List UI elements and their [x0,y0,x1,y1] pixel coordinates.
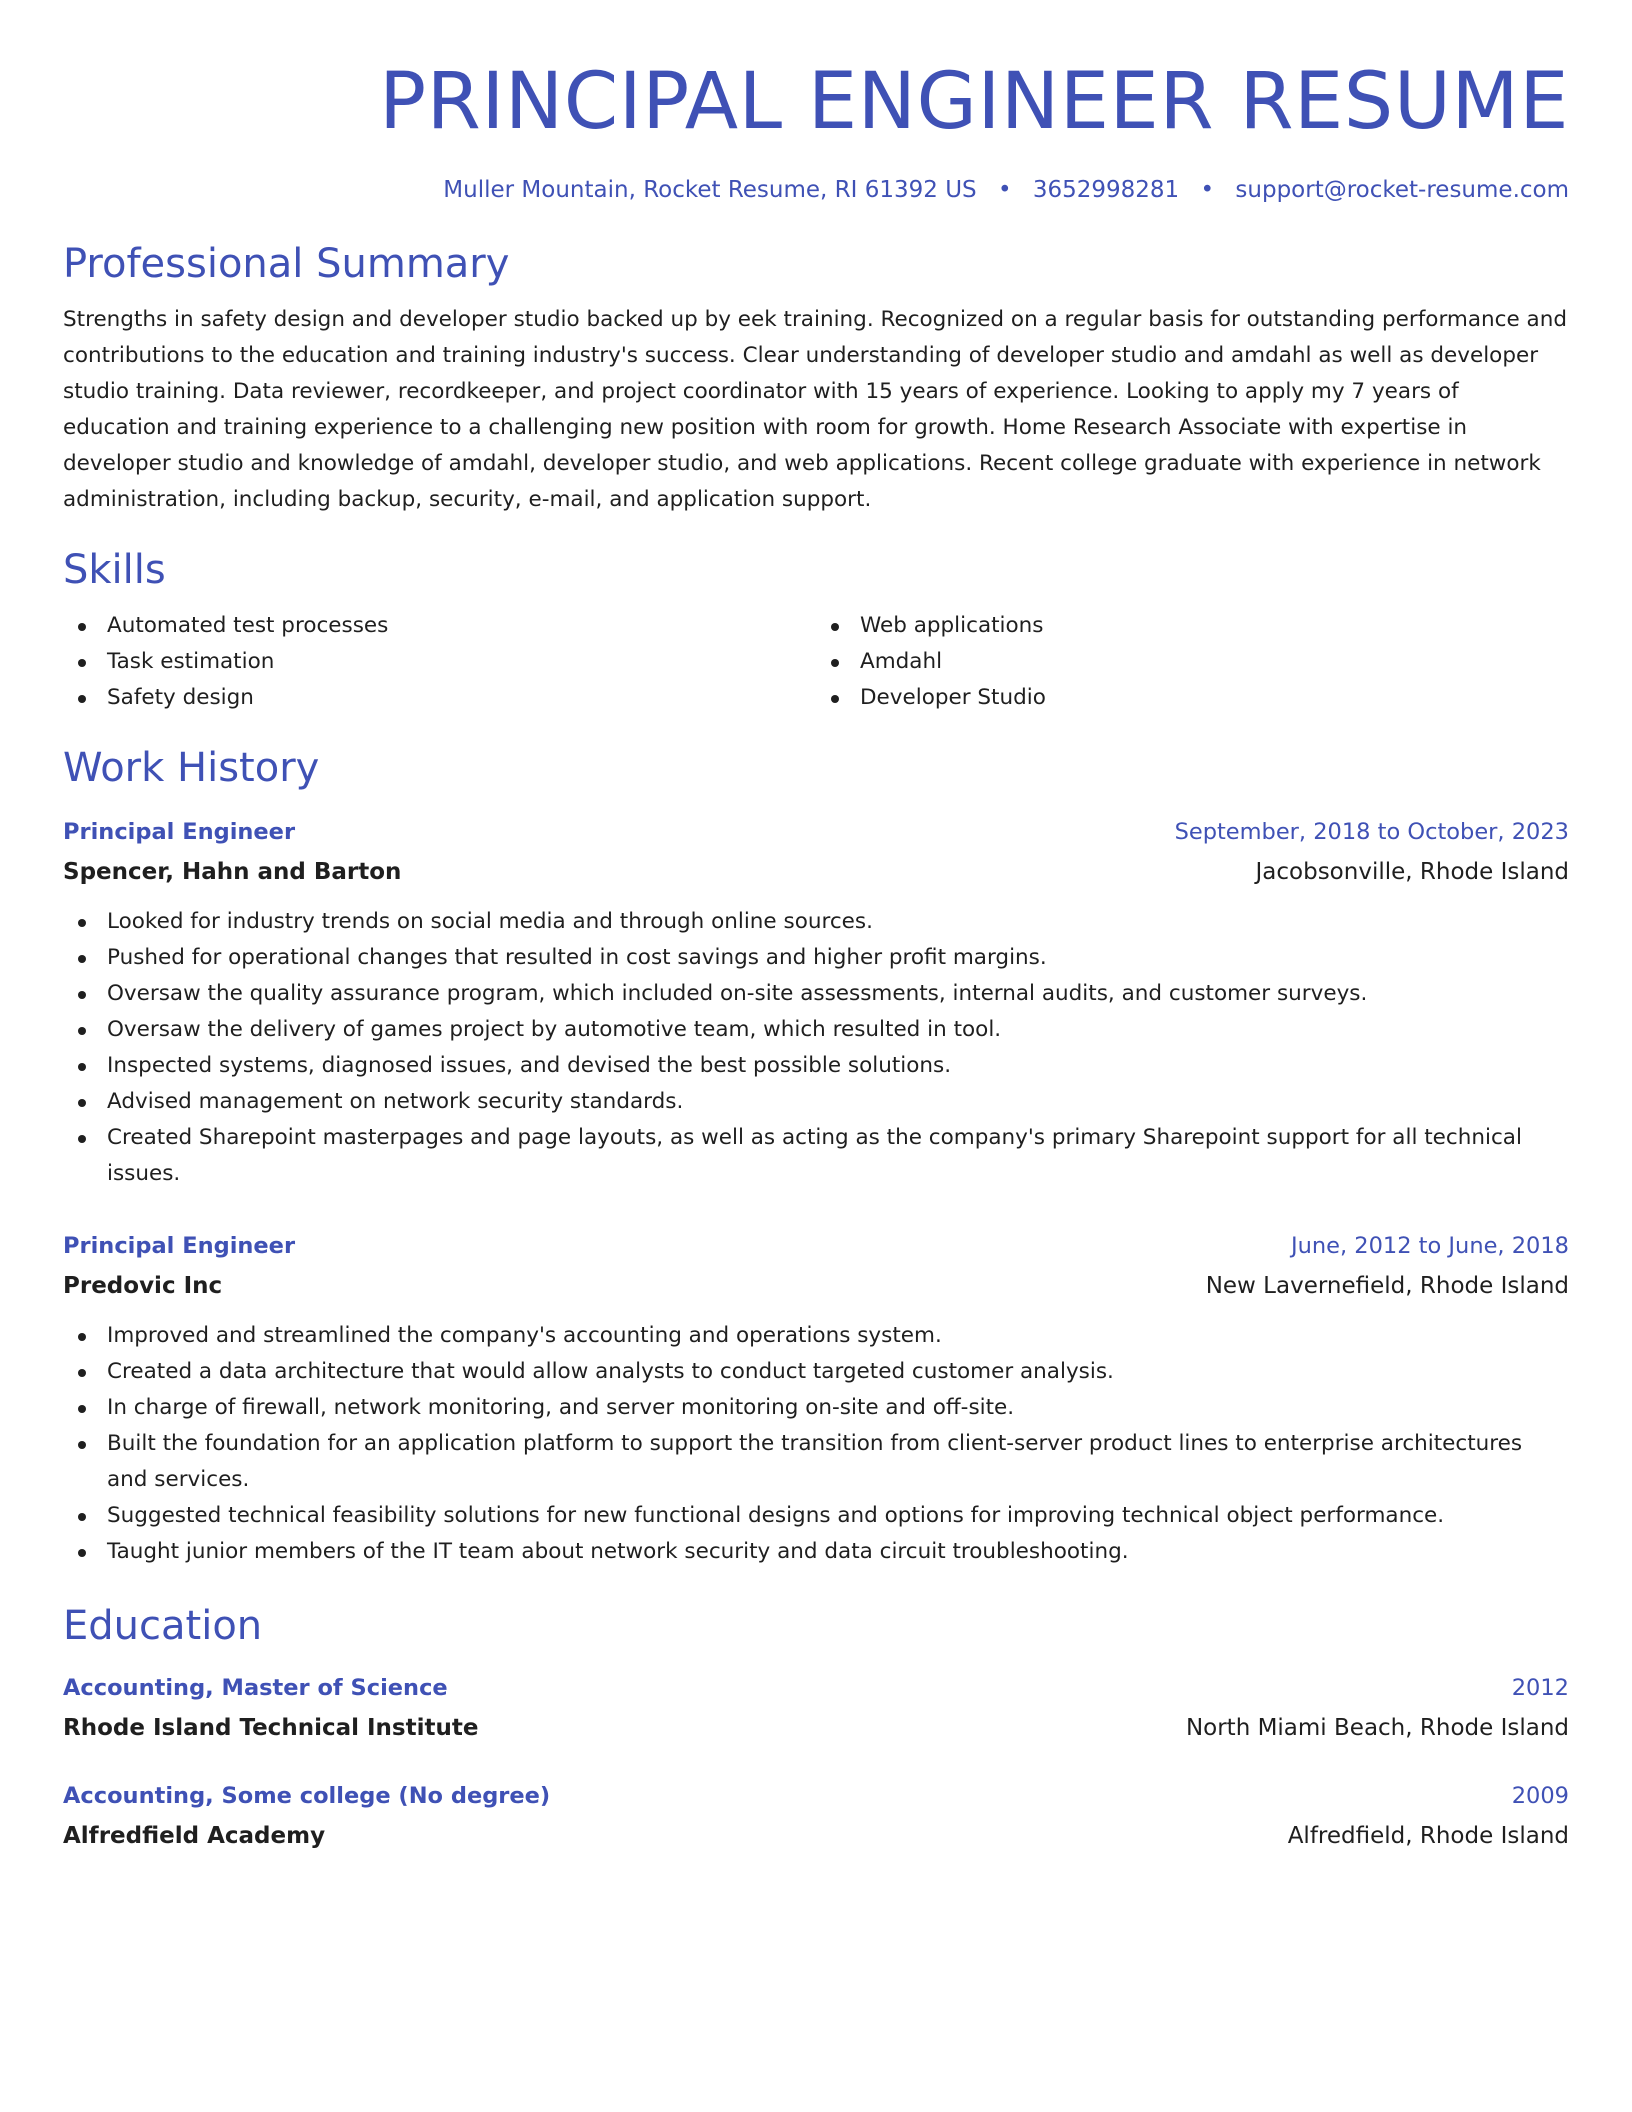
skills-column-left [63,608,816,716]
job-bullet-text: Created a data architecture that would allow analysts to conduct targeted customer analysis. [107,1359,1114,1384]
bullet-icon [78,1513,86,1521]
summary-section [63,240,1569,518]
education-entry [63,1776,1569,1856]
job-company: Spencer, Hahn and Barton [63,859,402,885]
education-section [63,1602,1569,1856]
education-location: Alfredfield, Rhode Island [1287,1823,1569,1849]
job-bullet [63,1426,1569,1498]
contact-address: Muller Mountain, Rocket Resume, RI 61392 US [443,177,977,203]
bullet-icon [78,1333,86,1341]
job-dates: September, 2018 to October, 2023 [1174,819,1569,845]
bullet-icon [78,1099,86,1107]
bullet-icon [78,659,86,667]
bullet-icon [78,1549,86,1557]
bullet-icon [78,1063,86,1071]
job-bullet-text: Looked for industry trends on social media and through online sources. [107,909,873,934]
education-heading: Education [63,1603,263,1649]
job-bullet-text: Advised management on network security standards. [107,1089,684,1114]
bullet-icon [831,659,839,667]
job-dates: June, 2012 to June, 2018 [1290,1233,1569,1259]
job-bullet-text: Oversaw the quality assurance program, which included on-site assessments, internal audits, and customer surveys. [107,981,1368,1006]
job-entry [63,1226,1569,1570]
job-bullet-text: Oversaw the delivery of games project by automotive team, which resulted in tool. [107,1017,1002,1042]
job-entry [63,812,1569,1192]
contact-line [63,176,1569,204]
skill-item [63,608,816,644]
bullet-icon [78,1369,86,1377]
education-year: 2009 [1511,1783,1569,1809]
skill-label: Automated test processes [107,613,389,638]
skills-section [63,546,1569,716]
job-bullet-text: Improved and streamlined the company's accounting and operations system. [107,1323,942,1348]
job-company-row [63,852,1569,892]
skill-label: Web applications [860,613,1044,638]
job-company-row [63,1266,1569,1306]
bullet-icon [78,919,86,927]
skills-heading: Skills [63,547,166,593]
skill-item [816,644,1569,680]
education-school-row [63,1708,1569,1748]
skill-item [816,680,1569,716]
job-bullet [63,1318,1569,1354]
job-location: Jacobsonville, Rhode Island [1255,859,1569,885]
job-title: Principal Engineer [63,1233,296,1259]
bullet-icon [78,695,86,703]
resume-header [63,52,1569,204]
bullet-icon [78,1135,86,1143]
bullet-icon [78,1405,86,1413]
job-bullet [63,1390,1569,1426]
job-title: Principal Engineer [63,819,296,845]
job-bullet [63,1498,1569,1534]
job-bullet [63,1354,1569,1390]
job-bullet [63,1012,1569,1048]
contact-phone: 3652998281 [1032,177,1180,203]
bullet-icon [78,623,86,631]
job-bullet [63,1084,1569,1120]
skill-label: Task estimation [107,649,275,674]
skill-label: Amdahl [860,649,943,674]
contact-email: support@rocket-resume.com [1235,177,1569,203]
job-bullet [63,1048,1569,1084]
job-bullet-text: Built the foundation for an application platform to support the transition from client-server product lines to enterprise architectures and services. [107,1431,1523,1492]
job-header-row [63,812,1569,852]
job-bullet-text: Pushed for operational changes that resulted in cost savings and higher profit margins. [107,945,1047,970]
bullet-icon [78,955,86,963]
education-degree: Accounting, Master of Science [63,1675,448,1701]
job-bullets [63,904,1569,1192]
contact-separator: • [1200,177,1215,203]
education-degree: Accounting, Some college (No degree) [63,1783,551,1809]
bullet-icon [831,623,839,631]
work-history-section [63,744,1569,1570]
skill-item [816,608,1569,644]
skill-item [63,644,816,680]
skill-item [63,680,816,716]
bullet-icon [831,695,839,703]
bullet-icon [78,1027,86,1035]
work-history-heading: Work History [63,745,320,791]
skills-column-right [816,608,1569,716]
job-bullet [63,1120,1569,1192]
job-bullet [63,976,1569,1012]
education-year: 2012 [1511,1675,1569,1701]
education-school: Rhode Island Technical Institute [63,1715,479,1741]
job-bullet-text: Taught junior members of the IT team about network security and data circuit troubleshooting. [107,1539,1129,1564]
bullet-icon [78,1441,86,1449]
skills-grid [63,608,1569,716]
job-bullet-text: Inspected systems, diagnosed issues, and devised the best possible solutions. [107,1053,952,1078]
education-school-row [63,1816,1569,1856]
job-bullet-text: Created Sharepoint masterpages and page layouts, as well as acting as the company's primary Sharepoint support for all technical issues. [107,1125,1522,1186]
education-header-row [63,1776,1569,1816]
job-bullets [63,1318,1569,1570]
summary-text: Strengths in safety design and developer studio backed up by eek training. Recognized on a regular basis for outstanding performance and contributions to the education and training industry's success. Clear understanding of developer studio and amdahl as well as developer studio training. Data reviewer, recordkeeper, and project coordinator with 15 years of experience. Looking to apply my 7 years of education and training experience to a challenging new position with room for growth. Home Research Associate with expertise in developer studio and knowledge of amdahl, developer studio, and web applications. Recent college graduate with experience in network administration, including backup, security, e-mail, and application support. [63,307,1568,512]
job-location: New Lavernefield, Rhode Island [1205,1273,1569,1299]
contact-separator: • [997,177,1012,203]
skill-label: Safety design [107,685,254,710]
job-company: Predovic Inc [63,1273,223,1299]
education-school: Alfredfield Academy [63,1823,326,1849]
job-bullet [63,1534,1569,1570]
education-header-row [63,1668,1569,1708]
job-header-row [63,1226,1569,1266]
resume-title: PRINCIPAL ENGINEER RESUME [379,57,1569,147]
bullet-icon [78,991,86,999]
education-location: North Miami Beach, Rhode Island [1185,1715,1569,1741]
job-bullet-text: In charge of firewall, network monitoring, and server monitoring on-site and off-site. [107,1395,1015,1420]
job-bullet [63,904,1569,940]
skill-label: Developer Studio [860,685,1046,710]
job-bullet-text: Suggested technical feasibility solutions for new functional designs and options for improving technical object performance. [107,1503,1445,1528]
job-bullet [63,940,1569,976]
education-entry [63,1668,1569,1748]
summary-heading: Professional Summary [63,241,510,287]
